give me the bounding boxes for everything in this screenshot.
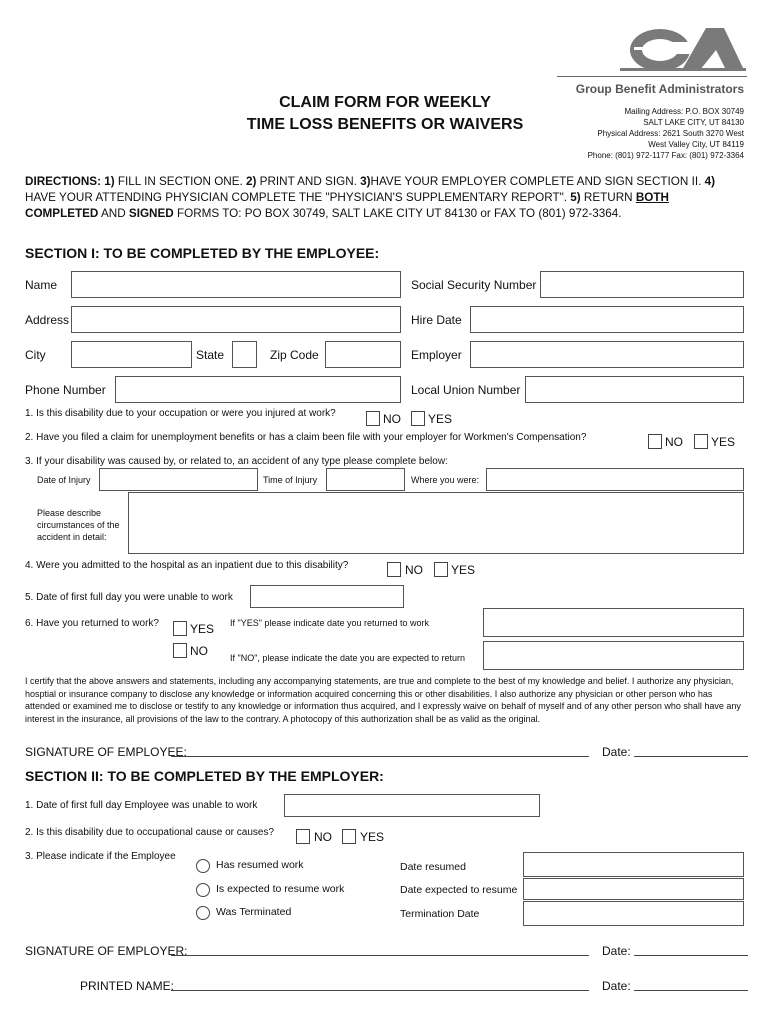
employee-signature-line[interactable]: [171, 756, 589, 757]
ssn-field[interactable]: [540, 271, 744, 298]
q4-no-checkbox[interactable]: [387, 562, 401, 577]
resumed-work-label: Has resumed work: [216, 859, 304, 871]
describe-label: Please describe circumstances of the accident in detail:: [37, 508, 120, 542]
header-rule: [557, 76, 747, 77]
q1-no-label: NO: [383, 412, 401, 426]
q5-field[interactable]: [250, 585, 404, 608]
state-label: State: [196, 348, 225, 362]
date-of-injury-field[interactable]: [99, 468, 258, 491]
mailing-address: Mailing Address: P.O. BOX 30749 SALT LAKE CITY, UT 84130 Physical Address: 2621 South 3270 West West Valley City, UT 84119 Phone: (801) 972-1177 Fax: (801) 972-3364: [587, 107, 744, 160]
s2-q2-no-label: NO: [314, 830, 332, 844]
employer-signature-line[interactable]: [171, 955, 589, 956]
if-yes-label: If "YES" please indicate date you returned to work: [230, 618, 430, 628]
q4-no-label: NO: [405, 563, 423, 577]
q5-label: 5. Date of first full day you were unable to work: [25, 592, 233, 603]
employee-signature-label: SIGNATURE OF EMPLOYEE:: [25, 745, 187, 759]
s2-q2-yes-checkbox[interactable]: [342, 829, 356, 844]
terminated-label: Was Terminated: [216, 906, 292, 918]
if-no-label: If "NO", please indicate the date you are expected to return: [230, 653, 466, 663]
svg-text:GBA: GBA: [622, 34, 625, 35]
date-of-injury-label: Date of Injury: [37, 475, 91, 485]
employer-label: Employer: [411, 348, 462, 362]
s2-q1-field[interactable]: [284, 794, 540, 817]
s2-q2-no-checkbox[interactable]: [296, 829, 310, 844]
q2-yes-label: YES: [711, 435, 736, 449]
company-logo: [620, 24, 746, 72]
employer-date-line[interactable]: [634, 955, 748, 956]
union-field[interactable]: [525, 376, 744, 403]
where-field[interactable]: [486, 468, 744, 491]
returned-date-field[interactable]: [483, 608, 744, 637]
address-label: Address: [25, 313, 70, 327]
time-of-injury-label: Time of Injury: [263, 475, 318, 485]
employer-signature-label: SIGNATURE OF EMPLOYER:: [25, 944, 188, 958]
directions: DIRECTIONS: 1) FILL IN SECTION ONE. 2) PRINT AND SIGN. 3)HAVE YOUR EMPLOYER COMPLETE AND SIGN SECTION II. 4) HAVE YOUR ATTENDING PHYSICIAN COMPLETE THE "PHYSICIAN'S SUPPLEMENTARY REPORT". 5) RETURN BOTH COMPLETED AND SIGNED FORMS TO: PO BOX 30749, SALT LAKE CITY UT 84130 or FAX TO (801) 972-3364.: [25, 175, 715, 220]
zip-field[interactable]: [325, 341, 401, 368]
terminated-radio[interactable]: [196, 906, 210, 920]
printed-date-line[interactable]: [634, 990, 748, 991]
s2-q2-label: 2. Is this disability due to occupational cause or causes?: [25, 827, 275, 838]
q6-label: 6. Have you returned to work?: [25, 618, 159, 629]
q2-no-label: NO: [665, 435, 683, 449]
q2-no-checkbox[interactable]: [648, 434, 662, 449]
employer-date-label: Date:: [602, 944, 631, 958]
name-label: Name: [25, 278, 58, 292]
q1-label: 1. Is this disability due to your occupation or were you injured at work?: [25, 408, 336, 419]
union-label: Local Union Number: [411, 383, 521, 397]
date-resumed-label: Date resumed: [400, 861, 466, 873]
form-title-line2: TIME LOSS BENEFITS OR WAIVERS: [246, 116, 524, 133]
phone-field[interactable]: [115, 376, 401, 403]
state-field[interactable]: [232, 341, 257, 368]
resumed-work-radio[interactable]: [196, 859, 210, 873]
printed-name-label: PRINTED NAME:: [80, 979, 175, 993]
form-title-line1: CLAIM FORM FOR WEEKLY: [279, 94, 491, 111]
expected-resume-label: Is expected to resume work: [216, 883, 345, 895]
name-field[interactable]: [71, 271, 401, 298]
q6-yes-label: YES: [190, 622, 215, 636]
s2-q3-label: 3. Please indicate if the Employee: [25, 851, 176, 862]
time-of-injury-field[interactable]: [326, 468, 405, 491]
date-resumed-field[interactable]: [523, 852, 744, 877]
q6-no-checkbox[interactable]: [173, 643, 187, 658]
date-expected-label: Date expected to resume: [400, 884, 518, 896]
hire-date-field[interactable]: [470, 306, 744, 333]
q4-yes-checkbox[interactable]: [434, 562, 448, 577]
q6-no-label: NO: [190, 644, 208, 658]
date-expected-field[interactable]: [523, 878, 744, 900]
where-label: Where you were:: [411, 475, 480, 485]
employee-date-line[interactable]: [634, 756, 748, 757]
certification-text: I certify that the above answers and statements, including any accompanying statements, are true and complete to the best of my knowledge and belief. I authorize any physician, hosptial or insurance company to disclose any knowledge or information acquired concerning this or other disabilities. I also authorize any physician or other person who has attended or examined me to disclose or testify to any knowledge or information thus acquired, and I expressly waive on behalf of myself and of any other person who shall have any interest in the insurance, all provisions of the law to the contrary. A photocopy of this authorization shall be as valid as the original.: [25, 676, 741, 724]
q4-label: 4. Were you admitted to the hospital as an inpatient due to this disability?: [25, 560, 349, 571]
phone-label: Phone Number: [25, 383, 106, 397]
termination-date-field[interactable]: [523, 901, 744, 926]
q3-label: 3. If your disability was caused by, or related to, an accident of any type please complete below:: [25, 456, 448, 467]
city-field[interactable]: [71, 341, 192, 368]
describe-field[interactable]: [128, 492, 744, 554]
q2-label: 2. Have you filed a claim for unemployment benefits or has a claim been file with your employer for Workmen's Compensation?: [25, 432, 587, 443]
expected-return-date-field[interactable]: [483, 641, 744, 670]
s2-q2-yes-label: YES: [360, 830, 385, 844]
q2-yes-checkbox[interactable]: [694, 434, 708, 449]
address-field[interactable]: [71, 306, 401, 333]
q6-yes-checkbox[interactable]: [173, 621, 187, 636]
city-label: City: [25, 348, 46, 362]
q1-yes-label: YES: [428, 412, 453, 426]
company-name: Group Benefit Administrators: [575, 82, 744, 96]
section2-heading: SECTION II: TO BE COMPLETED BY THE EMPLOYER:: [25, 768, 384, 784]
termination-date-label: Termination Date: [400, 908, 480, 920]
ssn-label: Social Security Number: [411, 278, 537, 292]
zip-label: Zip Code: [270, 348, 319, 362]
s2-q1-label: 1. Date of first full day Employee was unable to work: [25, 800, 258, 811]
printed-date-label: Date:: [602, 979, 631, 993]
q4-yes-label: YES: [451, 563, 476, 577]
q1-yes-checkbox[interactable]: [411, 411, 425, 426]
printed-name-line[interactable]: [171, 990, 589, 991]
hire-date-label: Hire Date: [411, 313, 462, 327]
expected-resume-radio[interactable]: [196, 883, 210, 897]
employee-date-label: Date:: [602, 745, 631, 759]
employer-field[interactable]: [470, 341, 744, 368]
q1-no-checkbox[interactable]: [366, 411, 380, 426]
section1-heading: SECTION I: TO BE COMPLETED BY THE EMPLOYEE:: [25, 245, 380, 261]
